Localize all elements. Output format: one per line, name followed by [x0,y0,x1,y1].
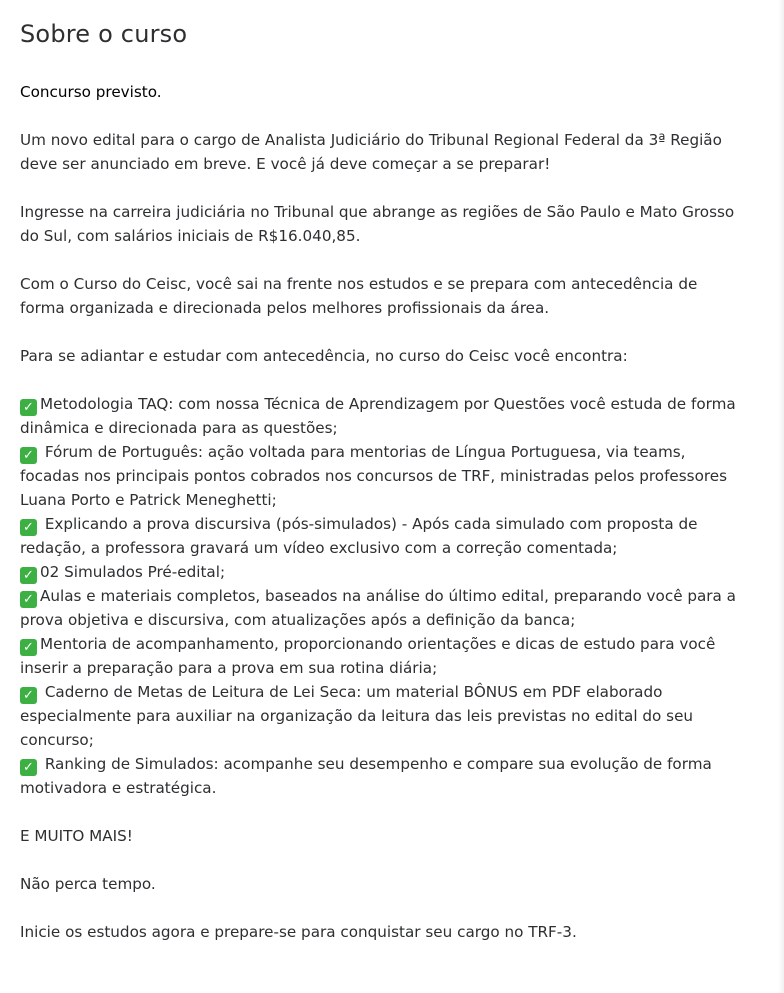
paragraph-ceisc: Com o Curso do Ceisc, você sai na frente nos estudos e se prepara com antecedência de forma organizada e direcionada pelos melhores profissionais da área. [20,275,698,317]
paragraph-edital: Um novo edital para o cargo de Analista Judiciário do Tribunal Regional Federal da 3ª Região deve ser anunciado em breve. E você já deve começar a se preparar! [20,131,722,173]
feature-item [20,584,744,632]
closing-more: E MUITO MAIS! [20,827,133,845]
feature-item [20,512,744,560]
scrollbar[interactable] [778,0,784,993]
course-description [20,80,744,944]
feature-item [20,680,744,752]
feature-text: Mentoria de acompanhamento, proporcionando orientações e dicas de estudo para você inserir a preparação para a prova em sua rotina diária; [20,635,716,677]
check-mark-icon: ✓ [20,687,37,704]
check-mark-icon: ✓ [20,591,37,608]
check-mark-icon: ✓ [20,639,37,656]
feature-text: Metodologia TAQ: com nossa Técnica de Aprendizagem por Questões você estuda de forma dinâmica e direcionada para as questões; [20,395,736,437]
course-about-section [20,0,744,968]
check-mark-icon: ✓ [20,519,37,536]
feature-text: Caderno de Metas de Leitura de Lei Seca: um material BÔNUS em PDF elaborado especialmente para auxiliar na organização da leitura das leis previstas no edital do seu concurso; [20,683,694,749]
feature-item [20,392,744,440]
section-title: Sobre o curso [20,20,188,48]
lead-text: Concurso previsto. [20,83,162,101]
closing-cta-text: Inicie os estudos agora e prepare-se para conquistar seu cargo no TRF-3. [20,923,577,941]
feature-item [20,632,744,680]
check-mark-icon: ✓ [20,399,37,416]
paragraph-carreira: Ingresse na carreira judiciária no Tribunal que abrange as regiões de São Paulo e Mato Grosso do Sul, com salários iniciais de R$16.040,85. [20,203,735,245]
feature-item [20,752,744,800]
feature-text: Fórum de Português: ação voltada para mentorias de Língua Portuguesa, via teams, focadas nos principais pontos cobrados nos concursos de TRF, ministradas pelos professores Luana Porto e Patrick Meneghetti; [20,443,728,509]
feature-list [20,392,744,800]
feature-text: Aulas e materiais completos, baseados na análise do último edital, preparando você para a prova objetiva e discursiva, com atualizações após a definição da banca; [20,587,736,629]
feature-text: Explicando a prova discursiva (pós-simulados) - Após cada simulado com proposta de redação, a professora gravará um vídeo exclusivo com a correção comentada; [20,515,698,557]
feature-item [20,560,744,584]
check-mark-icon: ✓ [20,567,37,584]
paragraph-intro-list: Para se adiantar e estudar com antecedência, no curso do Ceisc você encontra: [20,347,628,365]
feature-text: Ranking de Simulados: acompanhe seu desempenho e compare sua evolução de forma motivadora e estratégica. [20,755,712,797]
feature-text: 02 Simulados Pré-edital; [40,563,226,581]
check-mark-icon: ✓ [20,759,37,776]
feature-item [20,440,744,512]
check-mark-icon: ✓ [20,447,37,464]
closing-no-time: Não perca tempo. [20,875,156,893]
